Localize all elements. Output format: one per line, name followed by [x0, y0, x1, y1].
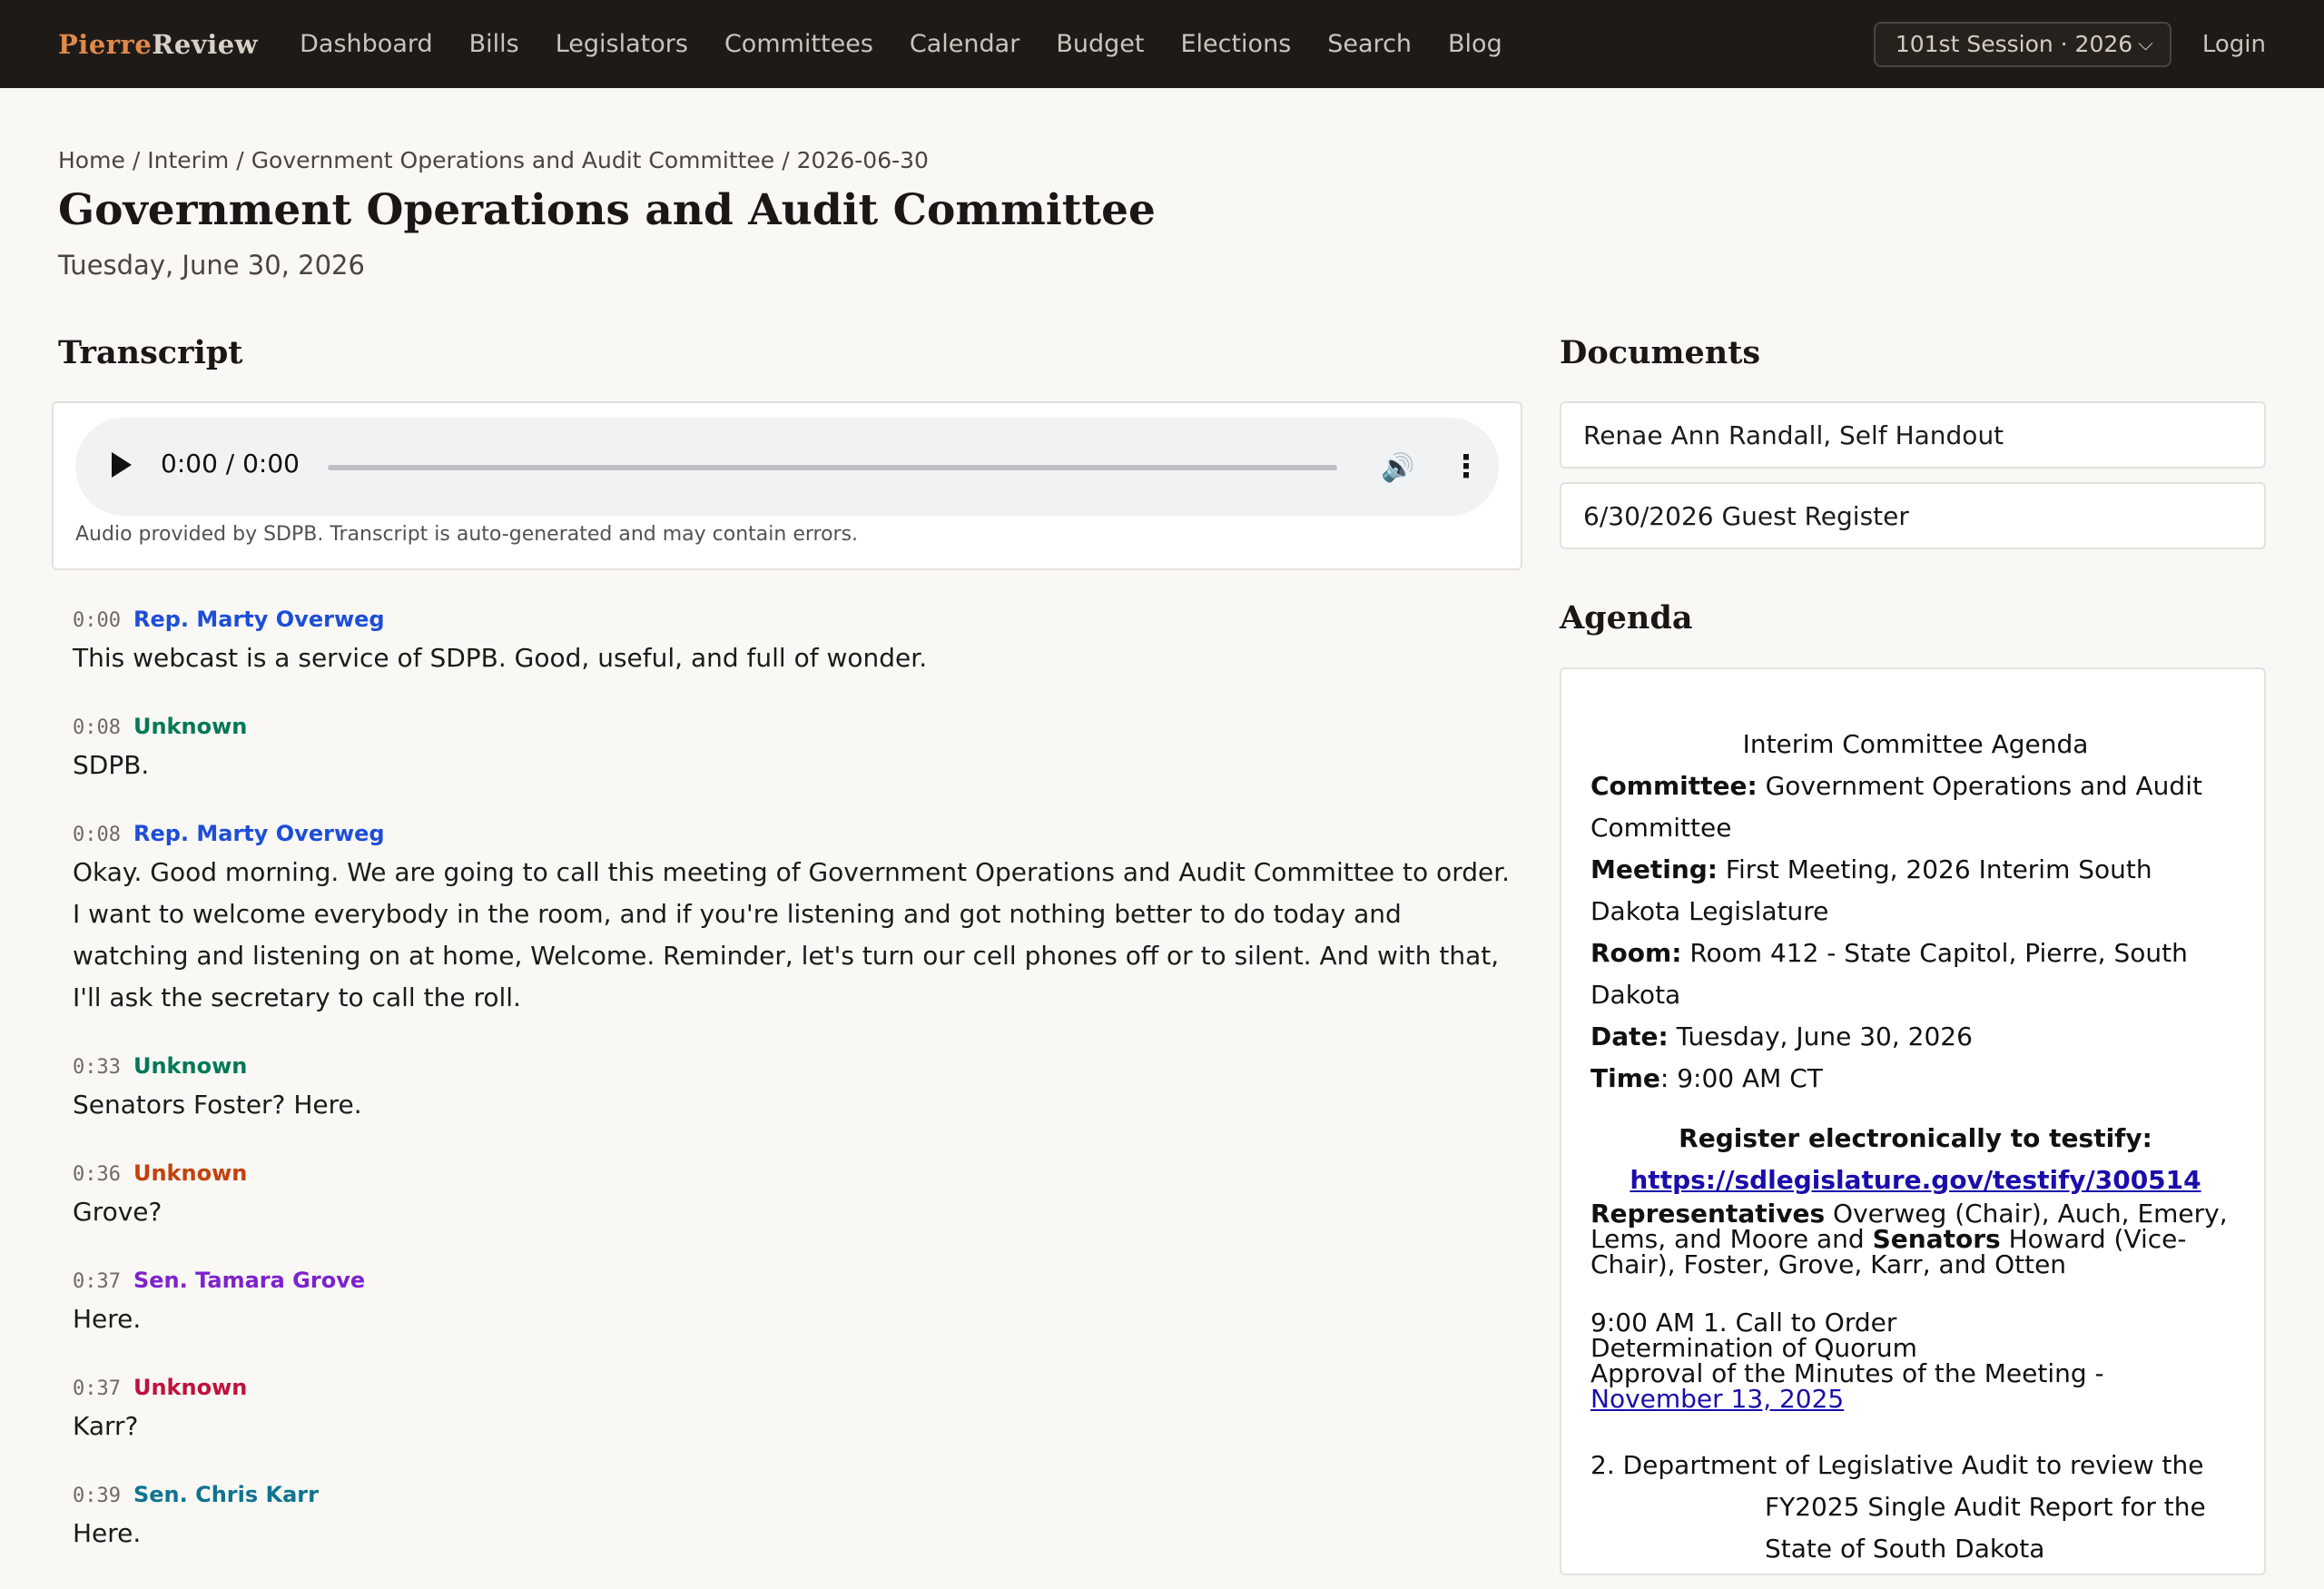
- transcript-entry-header: [73, 1268, 1516, 1293]
- timestamp[interactable]: 0:37: [73, 1270, 121, 1293]
- agenda-item-1-block: [1590, 1310, 2240, 1412]
- timestamp[interactable]: 0:33: [73, 1056, 121, 1079]
- agenda-quorum: Determination of Quorum: [1590, 1333, 1917, 1363]
- transcript-entry-header: [73, 1160, 1516, 1186]
- agenda-room: [1590, 933, 2240, 1016]
- document-link[interactable]: Renae Ann Randall, Self Handout: [1560, 401, 2266, 469]
- speaker-name[interactable]: Rep. Marty Overweg: [133, 821, 385, 846]
- page-date: Tuesday, June 30, 2026: [58, 250, 365, 281]
- timestamp[interactable]: 0:00: [73, 609, 121, 632]
- nav-committees[interactable]: Committees: [724, 30, 873, 58]
- timestamp[interactable]: 0:37: [73, 1377, 121, 1400]
- transcript-entry: [73, 1160, 1516, 1233]
- nav-blog[interactable]: Blog: [1448, 30, 1502, 58]
- transcript-entry: [73, 821, 1516, 1019]
- agenda-item-1: 9:00 AM 1. Call to Order: [1590, 1308, 1897, 1337]
- transcript-entry: [73, 607, 1516, 679]
- agenda-meeting-label: Meeting:: [1590, 854, 1718, 884]
- brand-part1: Pierre: [58, 28, 153, 60]
- transcript-text: This webcast is a service of SDPB. Good, useful, and full of wonder.: [73, 643, 928, 673]
- agenda-room-label: Room:: [1590, 938, 1682, 968]
- agenda-minutes: Approval of the Minutes of the Meeting -: [1590, 1358, 2104, 1388]
- audio-card: [52, 401, 1522, 570]
- register-link[interactable]: https://sdlegislature.gov/testify/300514: [1630, 1165, 2201, 1195]
- nav-dashboard[interactable]: Dashboard: [300, 30, 433, 58]
- transcript-entry-header: [73, 714, 1516, 739]
- agenda-time-label: Time: [1590, 1063, 1660, 1093]
- session-select[interactable]: [1874, 22, 2171, 67]
- agenda-item-2-detail: FY2025 Single Audit Report for the State of South Dakota: [1765, 1492, 2206, 1564]
- nav-elections[interactable]: Elections: [1180, 30, 1292, 58]
- agenda-time-value: : 9:00 AM CT: [1659, 1063, 1823, 1093]
- session-select-value: 101st Session · 2026: [1895, 31, 2133, 57]
- transcript-entry-header: [73, 607, 1516, 632]
- agenda-reps-label: Representatives: [1590, 1199, 1826, 1229]
- speaker-name[interactable]: Sen. Chris Karr: [133, 1482, 319, 1507]
- breadcrumb-home[interactable]: Home: [58, 147, 125, 173]
- transcript-entry-header: [73, 1375, 1516, 1400]
- agenda-content: [1590, 724, 2240, 1570]
- agenda-sens-label: Senators: [1872, 1224, 2001, 1254]
- agenda-register-label: Register electronically to testify:: [1679, 1123, 2152, 1153]
- nav-budget[interactable]: Budget: [1056, 30, 1145, 58]
- nav-legislators[interactable]: Legislators: [555, 30, 688, 58]
- transcript-text: Senators Foster? Here.: [73, 1090, 362, 1120]
- main-nav: [300, 30, 1539, 58]
- nav-calendar[interactable]: Calendar: [909, 30, 1020, 58]
- transcript-entry-header: [73, 1053, 1516, 1079]
- speaker-name[interactable]: Unknown: [133, 1160, 248, 1186]
- more-options-icon[interactable]: ⋮: [1451, 449, 1482, 485]
- page-title: Government Operations and Audit Committee: [58, 185, 1156, 235]
- speaker-name[interactable]: Unknown: [133, 1053, 248, 1079]
- breadcrumb-separator: /: [132, 147, 141, 173]
- agenda-committee-value: Government Operations and Audit Committee: [1590, 771, 2202, 843]
- speaker-name[interactable]: Unknown: [133, 714, 248, 739]
- transcript-entries: [73, 607, 1516, 1589]
- agenda-members: [1590, 1201, 2240, 1278]
- agenda-meeting: [1590, 849, 2240, 933]
- nav-search[interactable]: Search: [1327, 30, 1413, 58]
- audio-progress-bar[interactable]: [328, 465, 1337, 470]
- agenda-committee-label: Committee:: [1590, 771, 1758, 801]
- audio-note: Audio provided by SDPB. Transcript is auto-generated and may contain errors.: [75, 523, 859, 546]
- login-link[interactable]: Login: [2201, 30, 2266, 58]
- chevron-down-icon: ⌵: [2138, 33, 2153, 55]
- agenda-item-2: 2. Department of Legislative Audit to review the: [1590, 1450, 2204, 1480]
- transcript-text: Karr?: [73, 1411, 139, 1441]
- agenda-reps: Overweg (Chair), Auch, Emery, Lems, and Moore and: [1590, 1199, 2228, 1254]
- transcript-entry: [73, 714, 1516, 786]
- nav-bills[interactable]: Bills: [468, 30, 519, 58]
- breadcrumb: [58, 147, 929, 173]
- transcript-text: Grove?: [73, 1197, 162, 1227]
- agenda-date-label: Date:: [1590, 1022, 1669, 1051]
- breadcrumb-committee[interactable]: Government Operations and Audit Committee: [251, 147, 775, 173]
- speaker-name[interactable]: Sen. Tamara Grove: [133, 1268, 366, 1293]
- transcript-entry: [73, 1268, 1516, 1340]
- speaker-name[interactable]: Unknown: [133, 1375, 248, 1400]
- transcript-entry: [73, 1482, 1516, 1554]
- transcript-text: Here.: [73, 1518, 142, 1548]
- speaker-name[interactable]: Rep. Marty Overweg: [133, 607, 385, 632]
- document-link[interactable]: 6/30/2026 Guest Register: [1560, 482, 2266, 549]
- transcript-entry-header: [73, 821, 1516, 846]
- agenda-date-value: Tuesday, June 30, 2026: [1676, 1022, 1973, 1051]
- agenda-sens: Howard (Vice-Chair), Foster, Grove, Karr, and Otten: [1590, 1224, 2187, 1279]
- agenda-heading: Agenda: [1560, 599, 1693, 637]
- transcript-entry-header: [73, 1482, 1516, 1507]
- timestamp[interactable]: 0:39: [73, 1485, 121, 1507]
- breadcrumb-separator: /: [236, 147, 244, 173]
- top-navbar: [0, 0, 2324, 88]
- transcript-entry: [73, 1053, 1516, 1126]
- agenda-meeting-value: First Meeting, 2026 Interim South Dakota Legislature: [1590, 854, 2152, 926]
- audio-player: [75, 418, 1499, 516]
- brand-part2: Review: [152, 28, 259, 60]
- transcript-text: Okay. Good morning. We are going to call this meeting of Government Operations and Audit Committee to order. I want to welcome everybody in the room, and if you're listening and got nothing better to do today and watching and listening on at home, Welcome. Reminder, let's turn our cell phones off or to silent. And with that, I'll ask the secretary to call the roll.: [73, 857, 1511, 1012]
- breadcrumb-separator: /: [782, 147, 790, 173]
- transcript-text: Here.: [73, 1304, 142, 1334]
- transcript-text: SDPB.: [73, 750, 150, 780]
- agenda-title: Interim Committee Agenda: [1742, 729, 2089, 759]
- play-icon[interactable]: [112, 452, 132, 478]
- agenda-card: [1560, 667, 2266, 1575]
- transcript-entry: [73, 1375, 1516, 1447]
- audio-time: 0:00 / 0:00: [161, 449, 300, 479]
- volume-icon[interactable]: 🔊: [1381, 452, 1415, 484]
- timestamp[interactable]: 0:08: [73, 824, 121, 846]
- agenda-room-value: Room 412 - State Capitol, Pierre, South Dakota: [1590, 938, 2188, 1010]
- brand-logo[interactable]: [58, 29, 258, 60]
- agenda-register: [1590, 1160, 2240, 1201]
- documents-heading: Documents: [1560, 334, 1761, 371]
- transcript-heading: Transcript: [58, 334, 243, 371]
- timestamp[interactable]: 0:08: [73, 716, 121, 739]
- breadcrumb-current: 2026-06-30: [796, 147, 929, 173]
- timestamp[interactable]: 0:36: [73, 1163, 121, 1186]
- breadcrumb-interim[interactable]: Interim: [147, 147, 230, 173]
- agenda-date: [1590, 1016, 2240, 1058]
- agenda-committee: [1590, 765, 2240, 849]
- minutes-link[interactable]: November 13, 2025: [1590, 1384, 1845, 1414]
- agenda-time: [1590, 1058, 2240, 1100]
